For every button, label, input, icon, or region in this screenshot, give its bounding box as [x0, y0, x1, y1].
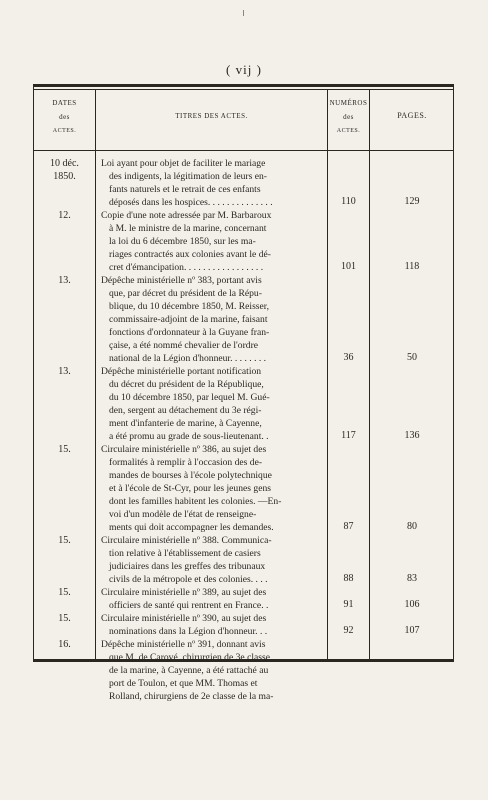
row-date-line: 13. [58, 275, 71, 286]
header-dates-line: des [59, 113, 70, 121]
row-title [101, 638, 324, 703]
row-title [101, 209, 324, 274]
row-date [34, 534, 95, 547]
row-title-line: fants naturels et le retrait de ces enfants [109, 184, 261, 195]
row-title-line: officiers de santé qui rentrent en France. . [109, 600, 269, 611]
row-date-line: 15. [58, 444, 71, 455]
row-numero: 92 [343, 625, 354, 636]
row-title-line: port de Toulon, et que MM. Thomas et [109, 678, 258, 689]
row-title-line: que, par décret du président de la Répu- [109, 288, 262, 299]
row-title-line: Circulaire ministérielle nº 390, au sujet des [101, 613, 267, 624]
row-numero: 117 [341, 430, 356, 441]
row-date [34, 209, 95, 222]
header-numeros-line: ACTES. [336, 128, 361, 134]
row-page: 106 [404, 599, 420, 610]
row-numero: 110 [341, 196, 356, 207]
row-title-line: nominations dans la Légion d'honneur. . . [109, 626, 268, 637]
row-title-line: den, sergent au détachement du 3e régi- [109, 405, 262, 416]
row-title-line: blique, du 10 décembre 1850, M. Reisser, [109, 301, 270, 312]
row-title-line: Circulaire ministérielle nº 386, au sujet des [101, 444, 267, 455]
row-title-line: Loi ayant pour objet de faciliter le mariage [101, 158, 266, 169]
row-date [34, 274, 95, 287]
row-title-line: Copie d'une note adressée par M. Barbaroux [101, 210, 272, 221]
row-title-line: judiciaires dans les greffes des tribunaux [109, 561, 266, 572]
row-title-line: ment d'infanterie de marine, à Cayenne, [109, 418, 262, 429]
row-title-line: Dépêche ministérielle nº 391, donnant avis [101, 639, 266, 650]
row-title [101, 586, 324, 612]
row-title-line: mandes de bourses à l'école polytechnique [109, 470, 272, 481]
header-dates [34, 96, 95, 138]
row-title-line: cret d'émancipation. . . . . . . . . . . . . . . . . [109, 262, 264, 273]
table-top-rule [33, 89, 454, 90]
header-rule [33, 150, 454, 151]
row-date-line: 10 déc. [50, 158, 79, 169]
row-title [101, 443, 324, 534]
row-title-line: civils de la métropole et des colonies. . . . [109, 574, 268, 585]
row-title-line: la loi du 6 décembre 1850, sur les ma- [109, 236, 256, 247]
header-dates-line: DATES [52, 99, 77, 107]
row-date [34, 443, 95, 456]
row-date-line: 15. [58, 587, 71, 598]
header-titres: TITRES DES ACTES. [175, 112, 248, 120]
row-numero: 36 [343, 352, 354, 363]
row-title-line: commissaire-adjoint de la marine, faisant [109, 314, 268, 325]
row-title [101, 365, 324, 443]
row-page: 129 [404, 196, 420, 207]
row-title-line: du 10 décembre 1850, par lequel M. Gué- [109, 392, 270, 403]
row-date-line: 16. [58, 639, 71, 650]
row-title-line: fonctions d'ordonnateur à la Guyane fran- [109, 327, 270, 338]
row-numero: 101 [341, 261, 356, 272]
row-title [101, 157, 324, 209]
row-title-line: Circulaire ministérielle nº 389, au sujet des [101, 587, 267, 598]
row-title [101, 534, 324, 586]
row-page: 107 [404, 625, 420, 636]
row-title-line: que M. de Carové, chirurgien de 3e classe [109, 652, 270, 663]
row-date-line: 15. [58, 535, 71, 546]
row-title-line: a été promu au grade de sous-lieutenant. . [109, 431, 269, 442]
row-title-line: Circulaire ministérielle nº 388. Communica- [101, 535, 272, 546]
row-title-line: ments qui doit accompagner les demandes. [109, 522, 274, 533]
row-title-line: de la marine, à Cayenne, a été rattaché au [109, 665, 269, 676]
column-divider-dates [95, 89, 96, 659]
row-title-line: des indigents, la légitimation de leurs en- [109, 171, 267, 182]
row-title-line: riages contractés aux colonies avant le dé- [109, 249, 271, 260]
row-title-line: et à l'école de St-Cyr, pour les jeunes gens [109, 483, 271, 494]
row-title-line: du décret du président de la République, [109, 379, 264, 390]
row-title [101, 274, 324, 365]
row-date-line: 12. [58, 210, 71, 221]
header-pages: PAGES. [397, 111, 427, 120]
page-margin-mark [243, 10, 244, 16]
row-date-line: 15. [58, 613, 71, 624]
row-page: 136 [404, 430, 420, 441]
row-numero: 88 [343, 573, 354, 584]
row-title-line: à M. le ministre de la marine, concernant [109, 223, 267, 234]
row-date-line: 1850. [53, 171, 76, 182]
row-page: 118 [404, 261, 420, 272]
row-title-line: Dépêche ministérielle nº 383, portant avis [101, 275, 262, 286]
row-title-line: Rolland, chirurgiens de 2e classe de la ma- [109, 691, 274, 702]
row-date [34, 365, 95, 378]
row-title-line: tion relative à l'établissement de casiers [109, 548, 261, 559]
row-title-line: voi d'un modèle de l'état de renseigne- [109, 509, 257, 520]
header-numeros-line: NUMÉROS [329, 99, 368, 107]
row-title-line: dont les familles habitent les colonies. —En- [109, 496, 282, 507]
header-dates-line: ACTES. [52, 128, 77, 134]
row-page: 50 [407, 352, 417, 363]
row-numero: 87 [343, 521, 354, 532]
row-title-line: déposés dans les hospices. . . . . . . . . . . . . . [109, 197, 273, 208]
row-title-line: national de la Légion d'honneur. . . . . . . . [109, 353, 267, 364]
row-title-line: Dépêche ministérielle portant notification [101, 366, 262, 377]
row-title [101, 612, 324, 638]
row-numero: 91 [343, 599, 354, 610]
row-date-line: 13. [58, 366, 71, 377]
row-title-line: çaise, a été nommé chevalier de l'ordre [109, 340, 259, 351]
header-numeros-line: des [343, 113, 354, 121]
row-date [34, 612, 95, 625]
header-numeros [328, 96, 369, 138]
page-number: ( vij ) [226, 62, 262, 77]
row-page: 80 [407, 521, 417, 532]
row-date [34, 586, 95, 599]
row-date [34, 157, 95, 183]
row-date [34, 638, 95, 651]
row-page: 83 [407, 573, 417, 584]
row-title-line: formalités à remplir à l'occasion des de- [109, 457, 263, 468]
